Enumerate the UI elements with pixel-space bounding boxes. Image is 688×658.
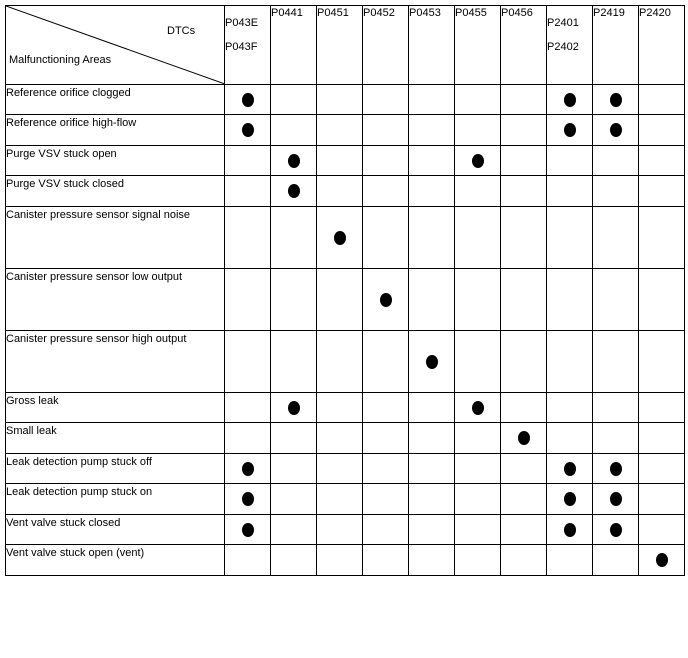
dtc-code-header [593, 6, 639, 85]
dtc-code-header [455, 6, 501, 85]
malfunction-area-label: Reference orifice high-flow [6, 117, 137, 129]
dtc-mark-cell [409, 207, 455, 269]
filled-circle-icon [242, 93, 254, 107]
dtc-mark-cell [501, 85, 547, 115]
dtc-mark-cell [547, 423, 593, 454]
filled-circle-icon [610, 492, 622, 506]
dtc-mark-cell [593, 454, 639, 484]
table-row [6, 207, 685, 269]
diagonal-divider [6, 6, 225, 84]
filled-circle-icon [610, 93, 622, 107]
dtc-code-label: P043E [225, 17, 259, 29]
malfunction-area-cell [6, 269, 225, 331]
dtc-mark-cell [501, 545, 547, 576]
dtc-mark-cell [225, 85, 271, 115]
dtc-mark-cell [317, 115, 363, 146]
dtc-mark-cell [363, 484, 409, 515]
dtc-code-label: P0451 [317, 7, 349, 19]
dtc-mark-cell [501, 423, 547, 454]
dtc-code-header [409, 6, 455, 85]
dtc-mark-cell [455, 393, 501, 423]
malfunction-area-label: Vent valve stuck open (vent) [6, 547, 145, 559]
dtc-mark-cell [455, 423, 501, 454]
filled-circle-icon [380, 293, 392, 307]
dtc-mark-cell [501, 454, 547, 484]
filled-circle-icon [564, 492, 576, 506]
dtc-mark-cell [317, 331, 363, 393]
filled-circle-icon [564, 462, 576, 476]
dtc-code-label: P0453 [409, 7, 441, 19]
filled-circle-icon [242, 123, 254, 137]
dtc-mark-cell [639, 115, 685, 146]
dtc-mark-cell [317, 176, 363, 207]
malfunctioning-areas-label: Malfunctioning Areas [9, 54, 112, 66]
dtc-mark-cell [317, 423, 363, 454]
dtc-code-label: P0456 [501, 7, 533, 19]
dtc-mark-cell [271, 454, 317, 484]
dtc-mark-cell [547, 515, 593, 545]
dtc-mark-cell [271, 176, 317, 207]
filled-circle-icon [518, 431, 530, 445]
malfunction-area-label: Canister pressure sensor signal noise [6, 209, 191, 221]
dtc-mark-cell [501, 515, 547, 545]
dtc-matrix-table [5, 5, 685, 576]
dtc-mark-cell [501, 484, 547, 515]
dtc-mark-cell [225, 545, 271, 576]
malfunction-area-label: Reference orifice clogged [6, 87, 131, 99]
malfunction-area-cell [6, 85, 225, 115]
dtc-mark-cell [593, 423, 639, 454]
filled-circle-icon [242, 523, 254, 537]
malfunction-area-label: Gross leak [6, 395, 59, 407]
dtc-mark-cell [317, 207, 363, 269]
dtc-mark-cell [225, 484, 271, 515]
dtc-code-header [225, 6, 271, 85]
dtc-code-label: P0441 [271, 7, 303, 19]
dtc-mark-cell [455, 331, 501, 393]
dtc-mark-cell [455, 115, 501, 146]
filled-circle-icon [564, 523, 576, 537]
dtc-mark-cell [271, 331, 317, 393]
dtc-mark-cell [547, 269, 593, 331]
dtc-mark-cell [363, 85, 409, 115]
dtc-mark-cell [363, 423, 409, 454]
dtc-mark-cell [593, 269, 639, 331]
table-row [6, 85, 685, 115]
dtc-code-label: P2401 [547, 17, 579, 29]
dtc-mark-cell [593, 515, 639, 545]
dtc-mark-cell [317, 393, 363, 423]
filled-circle-icon [242, 462, 254, 476]
malfunction-area-label: Purge VSV stuck open [6, 148, 117, 160]
filled-circle-icon [288, 401, 300, 415]
dtc-mark-cell [593, 146, 639, 176]
dtc-mark-cell [639, 207, 685, 269]
dtc-mark-cell [317, 85, 363, 115]
dtc-mark-cell [639, 146, 685, 176]
dtc-mark-cell [547, 393, 593, 423]
header-row [6, 6, 685, 85]
malfunction-area-label: Leak detection pump stuck on [6, 486, 153, 498]
dtc-mark-cell [409, 393, 455, 423]
malfunction-area-cell [6, 393, 225, 423]
dtc-mark-cell [363, 331, 409, 393]
dtc-mark-cell [271, 85, 317, 115]
dtc-mark-cell [271, 269, 317, 331]
dtc-code-header [363, 6, 409, 85]
dtc-mark-cell [455, 484, 501, 515]
filled-circle-icon [564, 93, 576, 107]
dtc-mark-cell [271, 146, 317, 176]
dtc-mark-cell [225, 115, 271, 146]
malfunction-area-cell [6, 115, 225, 146]
dtc-mark-cell [455, 207, 501, 269]
filled-circle-icon [656, 553, 668, 567]
table-row [6, 331, 685, 393]
dtc-mark-cell [639, 331, 685, 393]
dtc-mark-cell [363, 176, 409, 207]
malfunction-area-label: Small leak [6, 425, 57, 437]
dtc-mark-cell [639, 484, 685, 515]
table-row [6, 269, 685, 331]
dtc-mark-cell [455, 545, 501, 576]
dtc-code-label: P0455 [455, 7, 487, 19]
malfunction-area-cell [6, 423, 225, 454]
dtc-mark-cell [271, 545, 317, 576]
dtc-mark-cell [225, 331, 271, 393]
dtc-mark-cell [501, 146, 547, 176]
table-row [6, 454, 685, 484]
dtc-mark-cell [547, 454, 593, 484]
malfunction-area-cell [6, 515, 225, 545]
table-row [6, 115, 685, 146]
dtc-mark-cell [225, 176, 271, 207]
dtc-mark-cell [317, 146, 363, 176]
dtc-mark-cell [593, 331, 639, 393]
dtc-mark-cell [547, 331, 593, 393]
filled-circle-icon [472, 154, 484, 168]
dtc-mark-cell [547, 207, 593, 269]
malfunction-area-cell [6, 545, 225, 576]
dtc-mark-cell [363, 515, 409, 545]
table-row [6, 393, 685, 423]
dtc-mark-cell [593, 115, 639, 146]
dtc-code-label: P2402 [547, 41, 579, 53]
dtc-mark-cell [547, 115, 593, 146]
dtc-mark-cell [363, 146, 409, 176]
dtc-mark-cell [639, 393, 685, 423]
filled-circle-icon [334, 231, 346, 245]
dtc-mark-cell [225, 515, 271, 545]
dtc-mark-cell [409, 269, 455, 331]
dtc-mark-cell [455, 85, 501, 115]
dtc-code-header [317, 6, 363, 85]
dtc-mark-cell [225, 146, 271, 176]
dtc-mark-cell [639, 85, 685, 115]
dtc-code-header [547, 6, 593, 85]
dtc-mark-cell [501, 207, 547, 269]
dtc-mark-cell [409, 85, 455, 115]
dtc-mark-cell [225, 207, 271, 269]
dtc-mark-cell [639, 515, 685, 545]
malfunction-area-label: Canister pressure sensor low output [6, 271, 183, 283]
dtc-code-header [501, 6, 547, 85]
dtc-mark-cell [317, 269, 363, 331]
dtc-mark-cell [409, 115, 455, 146]
dtc-code-label: P2419 [593, 7, 625, 19]
malfunction-area-label: Leak detection pump stuck off [6, 456, 152, 468]
dtc-mark-cell [409, 545, 455, 576]
dtc-code-header [639, 6, 685, 85]
filled-circle-icon [242, 492, 254, 506]
dtc-mark-cell [639, 423, 685, 454]
malfunction-area-cell [6, 176, 225, 207]
filled-circle-icon [610, 523, 622, 537]
dtc-mark-cell [501, 115, 547, 146]
dtc-mark-cell [501, 269, 547, 331]
dtc-mark-cell [593, 484, 639, 515]
dtc-mark-cell [317, 515, 363, 545]
filled-circle-icon [288, 154, 300, 168]
malfunction-area-label: Vent valve stuck closed [6, 517, 121, 529]
dtc-mark-cell [409, 146, 455, 176]
dtc-mark-cell [501, 176, 547, 207]
dtc-mark-cell [317, 545, 363, 576]
malfunction-area-cell [6, 146, 225, 176]
table-row [6, 423, 685, 454]
table-row [6, 515, 685, 545]
filled-circle-icon [426, 355, 438, 369]
dtc-mark-cell [271, 207, 317, 269]
dtc-mark-cell [225, 393, 271, 423]
table-row [6, 484, 685, 515]
dtc-mark-cell [409, 331, 455, 393]
dtc-mark-cell [409, 515, 455, 545]
dtcs-label: DTCs [167, 25, 196, 37]
dtc-mark-cell [409, 176, 455, 207]
filled-circle-icon [472, 401, 484, 415]
dtc-mark-cell [593, 207, 639, 269]
dtc-mark-cell [501, 393, 547, 423]
dtc-mark-cell [317, 484, 363, 515]
dtc-mark-cell [547, 545, 593, 576]
malfunction-area-cell [6, 484, 225, 515]
dtc-mark-cell [363, 115, 409, 146]
filled-circle-icon [610, 462, 622, 476]
filled-circle-icon [610, 123, 622, 137]
dtc-mark-cell [271, 484, 317, 515]
filled-circle-icon [288, 184, 300, 198]
dtc-mark-cell [547, 484, 593, 515]
dtc-mark-cell [455, 146, 501, 176]
dtc-mark-cell [225, 454, 271, 484]
dtc-mark-cell [501, 331, 547, 393]
dtc-code-label: P043F [225, 41, 258, 53]
dtc-mark-cell [271, 115, 317, 146]
dtc-mark-cell [593, 176, 639, 207]
dtc-mark-cell [547, 176, 593, 207]
dtc-mark-cell [593, 393, 639, 423]
dtc-mark-cell [547, 85, 593, 115]
dtc-code-header [271, 6, 317, 85]
filled-circle-icon [564, 123, 576, 137]
dtc-mark-cell [363, 454, 409, 484]
dtc-code-label: P2420 [639, 7, 671, 19]
matrix-body [6, 85, 685, 576]
dtc-mark-cell [593, 545, 639, 576]
dtc-mark-cell [455, 269, 501, 331]
dtc-mark-cell [455, 176, 501, 207]
dtc-mark-cell [639, 269, 685, 331]
dtc-mark-cell [271, 423, 317, 454]
dtc-mark-cell [363, 207, 409, 269]
dtc-mark-cell [455, 515, 501, 545]
dtc-mark-cell [271, 393, 317, 423]
malfunction-area-label: Purge VSV stuck closed [6, 178, 125, 190]
table-row [6, 545, 685, 576]
dtc-mark-cell [547, 146, 593, 176]
malfunction-area-cell [6, 331, 225, 393]
dtc-mark-cell [639, 176, 685, 207]
dtc-mark-cell [225, 423, 271, 454]
dtc-mark-cell [271, 515, 317, 545]
dtc-mark-cell [225, 269, 271, 331]
dtc-mark-cell [639, 545, 685, 576]
dtc-mark-cell [455, 454, 501, 484]
dtc-mark-cell [363, 545, 409, 576]
dtc-mark-cell [363, 269, 409, 331]
dtc-mark-cell [409, 484, 455, 515]
dtc-mark-cell [409, 423, 455, 454]
dtc-mark-cell [639, 454, 685, 484]
corner-header [6, 6, 225, 85]
table-row [6, 176, 685, 207]
malfunction-area-label: Canister pressure sensor high output [6, 333, 187, 345]
table-row [6, 146, 685, 176]
dtc-mark-cell [409, 454, 455, 484]
malfunction-area-cell [6, 207, 225, 269]
dtc-mark-cell [317, 454, 363, 484]
dtc-code-label: P0452 [363, 7, 395, 19]
dtc-mark-cell [363, 393, 409, 423]
dtc-mark-cell [593, 85, 639, 115]
malfunction-area-cell [6, 454, 225, 484]
